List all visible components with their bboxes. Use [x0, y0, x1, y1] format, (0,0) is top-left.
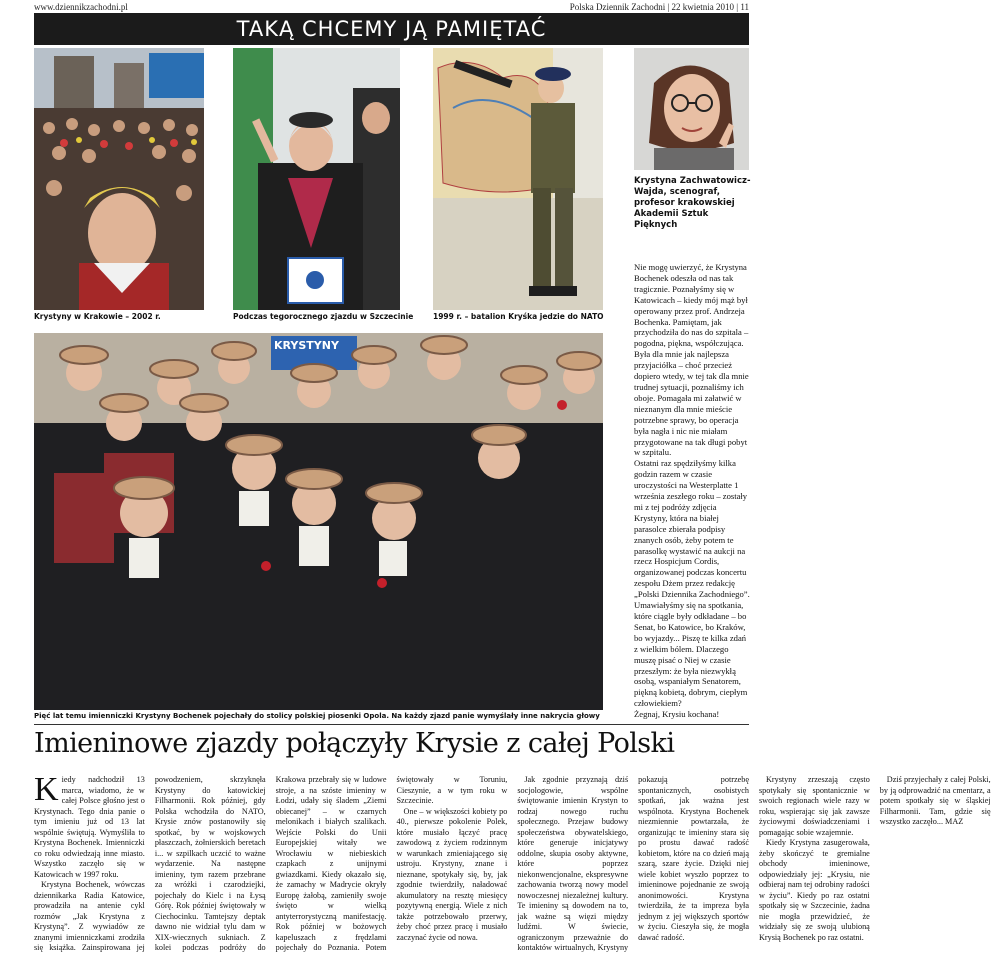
caption-group: Pięć lat temu imienniczki Krystyny Bochenek pojechały do stolicy polskiej piosenki Opola. Na każdy zjazd panie wymyślały inne nakrycia głowy [34, 712, 600, 720]
photo-szczecin [233, 48, 400, 310]
article-paragraph: Krystyna Bochenek, wówczas dziennikarka Radia Katowice, prowadziła na antenie cykl rozmów „Jak Krystyna z Krystyną”. Z wywiadów ze znanymi imienniczkami zrodziła się książka. Zainspirowana jej powodzeniem, skrzyknęła Krystyny do katowickiej Filharmonii. Rok później, gdy Polska wchodziła do NATO, Krysie znów postanowiły się spotkać, by w wojskowych płaszczach, żołnierskich beretach i... w szpilkach uczcić to ważne wydarzenie. Na następne imieniny, tym razem przebrane za wróżki i czarodziejki, pojechały do Kielc i na Łysą Górę. Rok później świętowały w Ciechocinku. Tamtejszy deptak dawno nie widział tylu dam w XIX-wiecznych sukniach. Z kolei podczas podróży do Krakowa przebrały się w ludowe stroje, a na szóste imieniny w Łodzi, udały się śladem „Ziemi obiecanej” – w czarnych melonikach i białych szalikach. Wejście Polski do Unii Europejskiej witały we Wrocławiu w niebieskich czapkach z unijnymi gwiazdkami. Kiedy okazało się, że zamachy w Madrycie okryły Europę żałobą, zamieniły swoje święto w wielką antyterrorystyczną manifestację. Rok później w bożowych kapeluszach z frędzlami pojechały do Poznania. Potem świętowały w Toruniu, Cieszynie, a w tym roku w Szczecinie. [34, 775, 508, 952]
section-banner: TAKĄ CHCEMY JĄ PAMIĘTAĆ [34, 13, 749, 45]
quote-paragraph: Ostatni raz spędziłyśmy kilka godzin razem w czasie uroczystości na Westerplatte 1 września zeszłego roku – zostały mi z tej podróży zdjęcia Krystyny, która na białej parasolce zbierała podpisy znanych osób, żeby potem te parasolkę wystawić na aukcji na rzecz Hospicjum Cordis, organizowanej podczas koncertu zespołu Dżem przez redakcję „Polski Dziennika Zachodniego”. [634, 458, 750, 600]
photo-krakow [34, 48, 204, 310]
quote-paragraph: Nie mogę uwierzyć, że Krystyna Bochenek odeszła od nas tak tragicznie. Poznałyśmy się w Katowicach – kiedy mój mąż był operowany przez prof. Andrzeja Bochenka. Pamiętam, jak przychodziła do nas do szpitala – pogodna, piękna, współczująca. Była dla mnie jak najlepsza przyjaciółka – choć przecież dopiero wtedy, w tej tak dla mnie trudnej sytuacji, poznaliśmy ich oboje. Pomagała mi załatwić w nieznanym dla mnie mieście potrzebne sprawy, bo operacja była nagła i nic nie miałam przygotowane na tak długi pobyt w szpitalu. [634, 262, 749, 458]
article-paragraph: Krystyny zrzeszają często spotykały się spontanicznie w swoich regionach wiele razy w roku, wspierając się jak zawsze życiowymi doświadczeniami i pomagając sobie wzajemnie. [758, 775, 870, 837]
issue-info: Polska Dziennik Zachodni | 22 kwietnia 2010 | 11 [569, 2, 749, 12]
article-paragraph: Jak zgodnie przyznają dziś socjologowie, wspólne świętowanie imienin Krystyn to rodzaj nowego ruchu społecznego. Przejaw budowy społeczeństwa obywatelskiego, które generuje inicjatywy oddolne, skupia osoby aktywne, które poprzez niekonwencjonalne, ekspresywne zachowania tworzą nowy model nowoczesnej niezależnej kultury. Te imieniny są dowodem na to, jak ważne są więzi między ludźmi. W świecie, ograniczonym przeważnie do kontaktów wirtualnych, Krystyny pokazują potrzebę spontanicznych, osobistych spotkań, jak ważna jest wspólnota. Krystyna Bochenek niezmiennie powtarzała, że organizując te imieniny stara się po prostu dawać radość kobietom, które na co dzień mają szarą, szare życie. Dzięki niej wiele kobiet wyszło poprzez to imieninowe pojednanie ze swoją anonimowości. Krystyna twierdziła, że ta impreza była jednym z jej większych sportów w życiu. Cieszyła się, że mogła dawać radość. [517, 775, 749, 952]
article-headline: Imieninowe zjazdy połączyły Krysie z całej Polski [34, 728, 675, 759]
caption-szczecin: Podczas tegorocznego zjazdu w Szczecinie [233, 312, 414, 321]
photo-nato [433, 48, 603, 310]
site-url[interactable]: www.dziennikzachodni.pl [34, 2, 128, 12]
portrait-zachwatowicz [634, 48, 749, 170]
caption-krakow: Krystyny w Krakowie – 2002 r. [34, 312, 161, 321]
sidebar-quote [634, 262, 752, 720]
article-paragraph: Dziś przyjechały z całej Polski, by ją odprowadzić na cmentarz, a potem spotkały się w śląskiej Filharmonii. Tam, gdzie się wszystko zaczęło... MAZ [879, 775, 991, 826]
article-paragraph: One – w większości kobiety po 40., pierwsze pokolenie Polek, które musiało łączyć pracę zawodową z życiem rodzinnym w warunkach zmieniającego się ustroju. Krystyny, znane i nieznane, spotykały się, by, jak zgodnie twierdziły, naładować akumulatory na resztę miesięcy pozytywną energią. Wiele z nich także potrzebowało przerwy, żeby choć przez pracę i musiało zaczynać życie od nowa. [396, 806, 508, 942]
article-paragraph: Kiedy Krystyna zasugerowała, żeby skończyć te gremialne obchody imieninowe, odpowiedziały jej: „Krysiu, nie odbieraj nam tej odrobiny radości w życiu”. Kiedy po raz ostatni spotkały się w Szczecinie, żadna nie mogła przewidzieć, że widziały się ze swoją ulubioną Krysią Bochenek po raz ostatni. [758, 838, 870, 942]
quote-paragraph: Umawiałyśmy się na spotkania, które ciągle były odkładane – bo Senat, bo Katowice, bo Kraków, bo wyjazdy... Piszę te kilka zdań z wielkim bólem. Dlaczego muszę pisać o Niej w czasie przeszłym: że była niezwykłą osobą, wspaniałym Senatorem, piękną kobietą, dobrym, ciepłym człowiekiem? [634, 600, 748, 709]
headline-rule [34, 724, 749, 725]
article-paragraph: Kiedy nadchodził 13 marca, wiadomo, że w całej Polsce głośno jest o Krystynach. Tego dnia panie o tym imieniu już od 13 lat wspólnie świętują. Wymyśliła to Krystyna Bochenek. Imienniczki co roku odwiedzają inne miasto. Wszystko zaczęło się w Katowicach w 1997 roku. [34, 771, 145, 879]
dropcap: K [34, 771, 59, 808]
page-header [34, 0, 749, 13]
article-body [34, 771, 991, 960]
caption-nato: 1999 r. – batalion Kryśka jedzie do NATO [433, 312, 604, 321]
sidebar-author-name: Krystyna Zachwatowicz-Wajda, scenograf, profesor krakowskiej Akademii Sztuk Pięknych [634, 176, 751, 230]
quote-paragraph: Żegnaj, Krysiu kochana! [634, 709, 720, 720]
photo-group-opole [34, 333, 603, 710]
group-sign: KRYSTYNY [274, 339, 339, 352]
